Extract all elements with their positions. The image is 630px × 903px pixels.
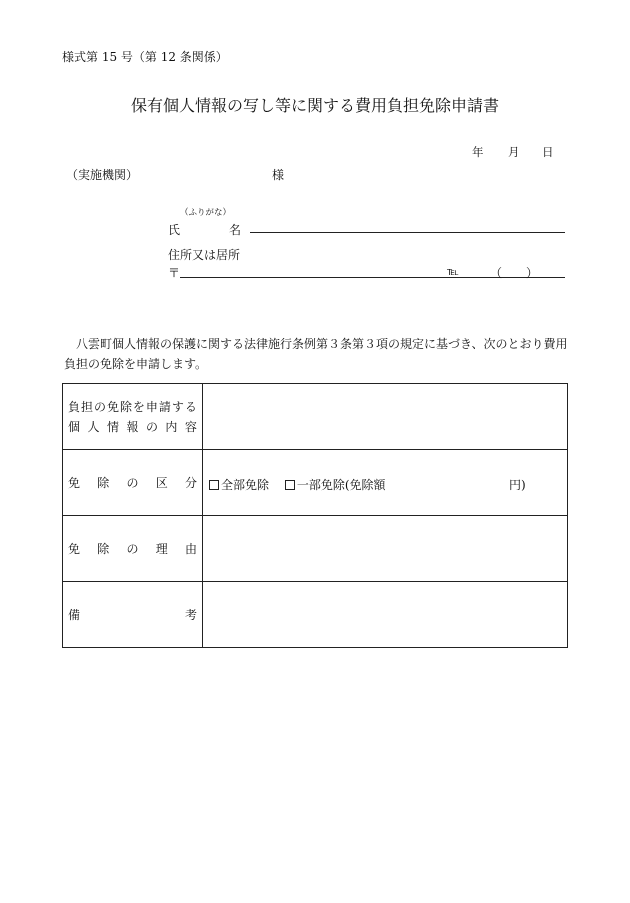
content-label-line1-char: 申 [145, 399, 158, 414]
reason-label-char: の [126, 542, 139, 556]
content-label-line1 [68, 397, 197, 417]
content-label-line1-char: る [184, 399, 197, 414]
date-line [472, 144, 554, 160]
addressee-org: （実施機関） [66, 168, 139, 182]
content-label-line1-char: を [132, 399, 145, 414]
reason-label-char: 除 [97, 542, 110, 556]
content-label-line2-char: 人 [87, 419, 100, 434]
content-label-line2 [68, 417, 197, 437]
intro-text [64, 334, 570, 374]
content-label-line1-char: の [93, 399, 106, 414]
reason-label [68, 540, 197, 557]
table-row-category [63, 450, 568, 516]
content-label-line1-char: 除 [119, 399, 132, 414]
reason-label-char: 免 [68, 542, 81, 556]
date-day-label: 日 [542, 145, 554, 159]
content-label-line2-char: 情 [106, 419, 119, 434]
category-label-char: 免 [68, 476, 81, 490]
content-label-line2-char: 個 [68, 419, 81, 434]
furigana-label: （ふりがな） [180, 208, 232, 218]
reason-value-cell[interactable] [203, 516, 568, 582]
intro-text-body: 八雲町個人情報の保護に関する法律施行条例第３条第３項の規定に基づき、次のとおり費用負担の免除を申請します。 [64, 337, 568, 371]
address-label: 住所又は居所 [168, 248, 241, 262]
tel-field[interactable] [490, 264, 538, 281]
content-label-line1-char: 担 [80, 399, 93, 414]
postal-mark: 〒 [168, 266, 181, 280]
category-label-char: の [126, 476, 139, 490]
page-title: 保有個人情報の写し等に関する費用負担免除申請書 [130, 96, 499, 115]
table-row-reason [63, 516, 568, 582]
reason-label-char: 由 [184, 542, 197, 556]
reason-label-char: 理 [155, 542, 168, 556]
name-field-line[interactable] [250, 232, 565, 233]
content-value-cell[interactable] [203, 384, 568, 450]
form-number: 様式第 15 号（第 12 条関係） [62, 50, 228, 64]
option-partial[interactable] [285, 476, 386, 493]
name-label-1: 氏 [168, 223, 181, 237]
name-label [168, 221, 242, 238]
content-label-line1-char: 請 [158, 399, 171, 414]
category-label-char: 除 [97, 476, 110, 490]
category-label-cell [63, 450, 203, 516]
content-label-cell [63, 384, 203, 450]
date-year-label: 年 [472, 145, 484, 159]
full-checkbox[interactable] [209, 480, 219, 490]
option-full-label: 全部免除 [221, 477, 270, 492]
remarks-value-cell[interactable] [203, 582, 568, 648]
content-label-line1-char: す [171, 399, 184, 414]
content-label-line1-char: 負 [68, 399, 81, 414]
remarks-label-cell [63, 582, 203, 648]
date-month-label: 月 [508, 145, 520, 159]
tel-open-paren: （ [490, 266, 503, 280]
category-label [68, 474, 197, 491]
name-label-2: 名 [229, 223, 242, 237]
category-value-cell [203, 450, 568, 516]
remarks-label-1: 備 [68, 608, 81, 622]
yen-label: 円) [509, 477, 526, 492]
option-full[interactable] [209, 476, 269, 493]
table-row-content [63, 384, 568, 450]
reason-label-cell [63, 516, 203, 582]
tel-close-paren: ） [525, 266, 538, 280]
application-table [62, 383, 568, 648]
category-label-char: 分 [184, 476, 197, 490]
option-partial-label: 一部免除(免除額 [296, 477, 386, 492]
tel-label: ℡ [447, 265, 459, 278]
table-row-remarks [63, 582, 568, 648]
category-label-char: 区 [155, 476, 168, 490]
content-label-line2-char: 報 [126, 419, 139, 434]
content-label-line2-char: の [145, 419, 158, 434]
content-label-line2-char: 内 [165, 419, 178, 434]
partial-checkbox[interactable] [285, 480, 295, 490]
remarks-label-2: 考 [184, 608, 197, 622]
content-label-line2-char: 容 [184, 419, 197, 434]
content-label-line1-char: 免 [106, 399, 119, 414]
addressee-honorific: 様 [272, 168, 285, 182]
